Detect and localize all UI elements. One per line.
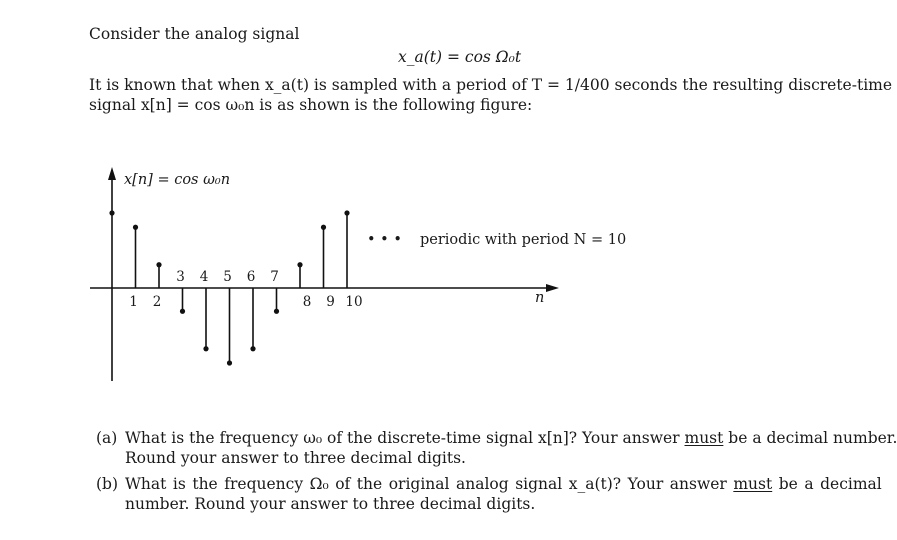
stem-point (344, 210, 349, 215)
stem-point (227, 360, 232, 365)
tick-label: 1 (129, 294, 138, 310)
tick-label: 10 (345, 294, 363, 310)
question-a-text-end: be a decimal number. (723, 429, 897, 447)
y-axis-arrow-icon (108, 167, 116, 180)
question-b-must: must (733, 475, 773, 493)
question-b-label: (b) (96, 475, 119, 493)
tick-label: 8 (302, 294, 312, 310)
question-b-line-2: number. Round your answer to three decimal digits. (125, 495, 536, 513)
stem-point (156, 262, 161, 267)
question-a-must: must (684, 429, 724, 447)
tick-label: 9 (326, 294, 335, 310)
ellipsis: • • • (367, 232, 402, 248)
paragraph-line-1: It is known that when x_a(t) is sampled with a period of T = 1/400 seconds the resulting discrete-time (89, 76, 893, 94)
stem-point (133, 225, 138, 230)
y-axis-label: x[n] = cos ω₀n (124, 172, 231, 188)
intro-text: Consider the analog signal (89, 25, 300, 43)
tick-label: 2 (152, 294, 162, 310)
x-axis-label: n (535, 290, 545, 306)
analog-signal-equation: x_a(t) = cos Ω₀t (398, 48, 522, 66)
periodic-note: periodic with period N = 10 (420, 232, 627, 248)
question-b-text: What is the frequency Ω₀ of the original analog signal x_a(t)? Your answer (125, 475, 734, 493)
stem-point (297, 262, 302, 267)
tick-label: 5 (223, 269, 232, 285)
paragraph-line-2: signal x[n] = cos ω₀n is as shown is the following figure: (89, 96, 533, 114)
tick-label: 6 (246, 269, 256, 285)
question-a-label: (a) (96, 429, 118, 447)
tick-label: 4 (199, 269, 209, 285)
question-b-line-1 (125, 474, 882, 495)
tick-label: 3 (176, 269, 185, 285)
question-a-text: What is the frequency ω₀ of the discrete-time signal x[n]? Your answer (125, 429, 685, 447)
x-axis-arrow-icon (546, 284, 559, 292)
question-a-line-1 (125, 428, 897, 449)
question-a-line-2: Round your answer to three decimal digits. (125, 449, 466, 467)
tick-label: 7 (270, 269, 279, 285)
stem-point (250, 346, 255, 351)
stem-point (203, 346, 208, 351)
stem-point (180, 309, 185, 314)
stem-point (109, 210, 114, 215)
question-b-text-end: be a decimal (772, 475, 882, 493)
stem-point (321, 225, 326, 230)
stem-point (274, 309, 279, 314)
